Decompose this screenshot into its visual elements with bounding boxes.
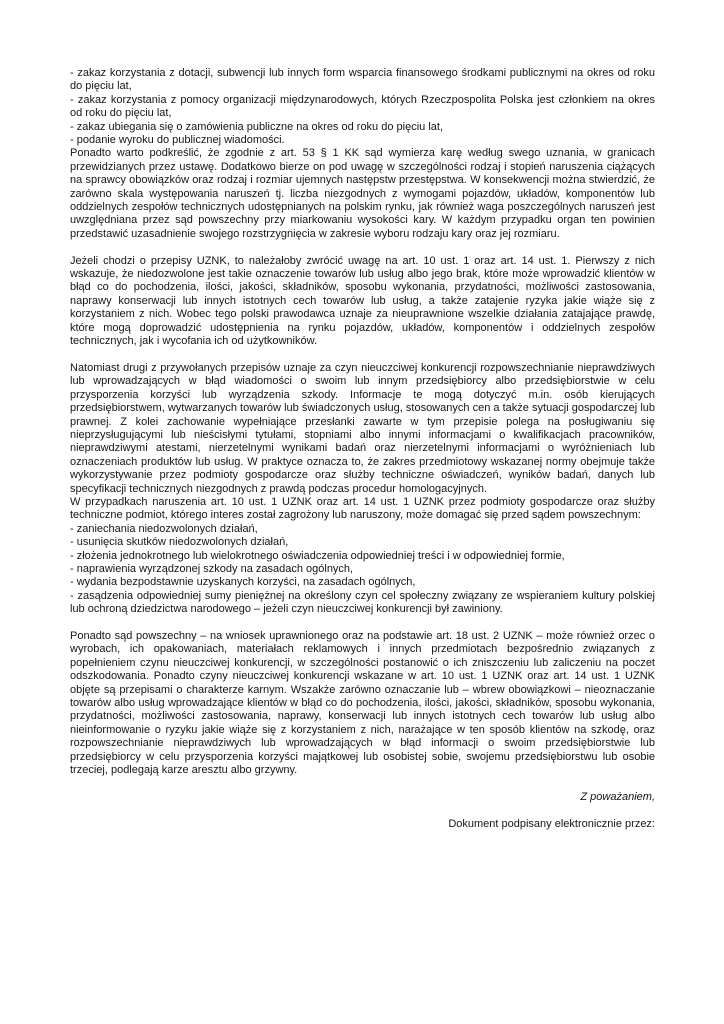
claims-list-item: - naprawienia wyrządzonej szkody na zasadach ogólnych, [70, 563, 354, 575]
penalty-list-item: - zakaz korzystania z dotacji, subwencji lub innych form wsparcia finansowego środkami publicznymi na okres od roku do pięciu lat, [70, 67, 655, 93]
penalty-list-item: - podanie wyroku do publicznej wiadomości. [70, 134, 285, 147]
closing-salutation: Z poważaniem, [580, 790, 655, 803]
paragraph-uznk-second-provision: Natomiast drugi z przywołanych przepisów uznaje za czyn nieuczciwej konkurencji rozpowszechnianie nieprawdziwych lub wprowadzających w błąd wiadomości o swoim lub innym przedsiębiorcy albo przedsiębiorstwie w celu przysporzenia korzyści lub wyrządzenia szkody. Informacje te mogą dotyczyć m.in. osób kierujących przedsiębiorstwem, wytwarzanych towarów lub świadczonych usług, stosowanych cen a także sytuacji gospodarczej lub prawnej. Z kolei zachowanie wypełniające przesłanki zawarte w tym przepisie polega na posługiwaniu się nieprzysługującymi lub nieścisłymi tytułami, stopniami albo innymi informacjami o kwalifikacjach pracowników, nieprawdziwymi atestami, nierzetelnymi wynikami badań oraz nierzetelnymi informacjami o wyróżnieniach lub oznaczeniach produktów lub usług. W praktyce oznacza to, że zakres przedmiotowy wskazanej normy obejmuje także wykorzystywanie przez podmioty gospodarcze oraz służby techniczne oświadczeń, wyników badań, danych lub specyfikacji technicznych niezgodnych z prawdą podczas procedur homologacyjnych. [70, 361, 655, 495]
penalty-list-item: - zakaz ubiegania się o zamówienia publiczne na okres od roku do pięciu lat, [70, 120, 443, 133]
paragraph-uznk-intro: Jeżeli chodzi o przepisy UZNK, to należałoby zwrócić uwagę na art. 10 ust. 1 oraz art. 14 ust. 1. Pierwszy z nich wskazuje, że niedozwolone jest takie oznaczenie towarów lub usług albo jego brak, które może wprowadzić klientów w błąd co do pochodzenia, ilości, jakości, składników, sposobu wykonania, przydatności, możliwości zastosowania, naprawy konserwacji lub innych istotnych cech towarów lub usług, a także zatajenie ryzyka jakie wiąże się z korzystaniem z nich. Wobec tego polski prawodawca uznaje za nieuprawnione wszelkie działania zatajające prawdę, które mogą doprowadzić udostępnienia na rynku pojazdów, układów, komponentów i oddzielnych zespołów technicznych, jak i wycofania ich od użytkowników. [70, 254, 655, 348]
claims-list-item: - złożenia jednokrotnego lub wielokrotnego oświadczenia odpowiedniej treści i w odpowiedniej formie, [70, 549, 565, 562]
paragraph-kk-sentencing: Ponadto warto podkreślić, że zgodnie z art. 53 § 1 KK sąd wymierza karę według swego uznania, w granicach przewidzianych przez ustawę. Dodatkowo bierze on pod uwagę w szczególności rodzaj i stopień naruszenia ciążących na sprawcy obowiązków oraz rodzaj i rozmiar ujemnych następstw przestępstwa. W konsekwencji można stwierdzić, że zarówno skala występowania naruszeń tj. liczba niezgodnych z wymogami pojazdów, układów, komponentów lub oddzielnych zespołów technicznych udostępnianych na polskim rynku, jak również waga poszczególnych naruszeń jest uwzględniana przez sąd powszechny przy miarkowaniu wysokości kary. W każdym przypadku organ ten powinien przedstawić uzasadnienie swojego rozstrzygnięcia w zakresie wyboru rodzaju kary oraz jej rozmiaru. [70, 147, 655, 240]
electronic-signature-caption: Dokument podpisany elektronicznie przez: [448, 817, 655, 830]
claims-list-item: - wydania bezpodstawnie uzyskanych korzyści, na zasadach ogólnych, [70, 576, 416, 589]
paragraph-final-criminal: Ponadto sąd powszechny – na wniosek uprawnionego oraz na podstawie art. 18 ust. 2 UZNK – może również orzec o wyrobach, ich opakowaniach, materiałach reklamowych i innych przedmiotach bezpośrednio związanych z popełnieniem czynu nieuczciwej konkurencji, w szczególności postanowić o ich zniszczeniu lub zaliczeniu na poczet odszkodowania. Ponadto czyny nieuczciwej konkurencji wskazane w art. 10 ust. 1 UZNK oraz art. 14 ust. 1 UZNK objęte są przepisami o charakterze karnym. Wszakże zarówno oznaczanie lub – wbrew obowiązkowi – nieoznaczanie towarów albo usług wprowadzające klientów w błąd co do pochodzenia, ilości, jakości, składników, sposobu wykonania, przydatności, możliwości zastosowania, naprawy, konserwacji lub innych istotnych cech towarów lub usług albo nieinformowanie o ryzyku jakie wiąże się z korzystaniem z nich, narażające w ten sposób klientów na szkodę, oraz rozpowszechnianie nieprawdziwych lub wprowadzających w błąd informacji o swoim przedsiębiorstwie lub przedsiębiorcy w celu przysporzenia korzyści majątkowej lub osobistej sobie, swojemu przedsiębiorstwu lub osobie trzeciej, podlegają karze aresztu albo grzywny. [70, 630, 655, 777]
claims-list-item: - zasądzenia odpowiedniej sumy pieniężnej na określony czyn cel społeczny związany ze wspieraniem kultury polskiej lub ochroną dziedzictwa narodowego – jeżeli czyn nieuczciwej konkurencji był zawiniony. [70, 589, 655, 616]
paragraph-claims-intro: W przypadkach naruszenia art. 10 ust. 1 UZNK oraz art. 14 ust. 1 UZNK przez podmioty gospodarcze oraz służby techniczne podmiot, którego interes został zagrożony lub naruszony, może domagać się przed sądem powszechnym: [70, 495, 655, 522]
claims-list-item: - zaniechania niedozwolonych działań, [70, 522, 258, 535]
penalty-list-item: - zakaz korzystania z pomocy organizacji międzynarodowych, których Rzeczpospolita Polska jest członkiem na okres od roku do pięciu lat, [70, 93, 655, 120]
claims-list-item: - usunięcia skutków niedozwolonych działań, [70, 536, 289, 549]
